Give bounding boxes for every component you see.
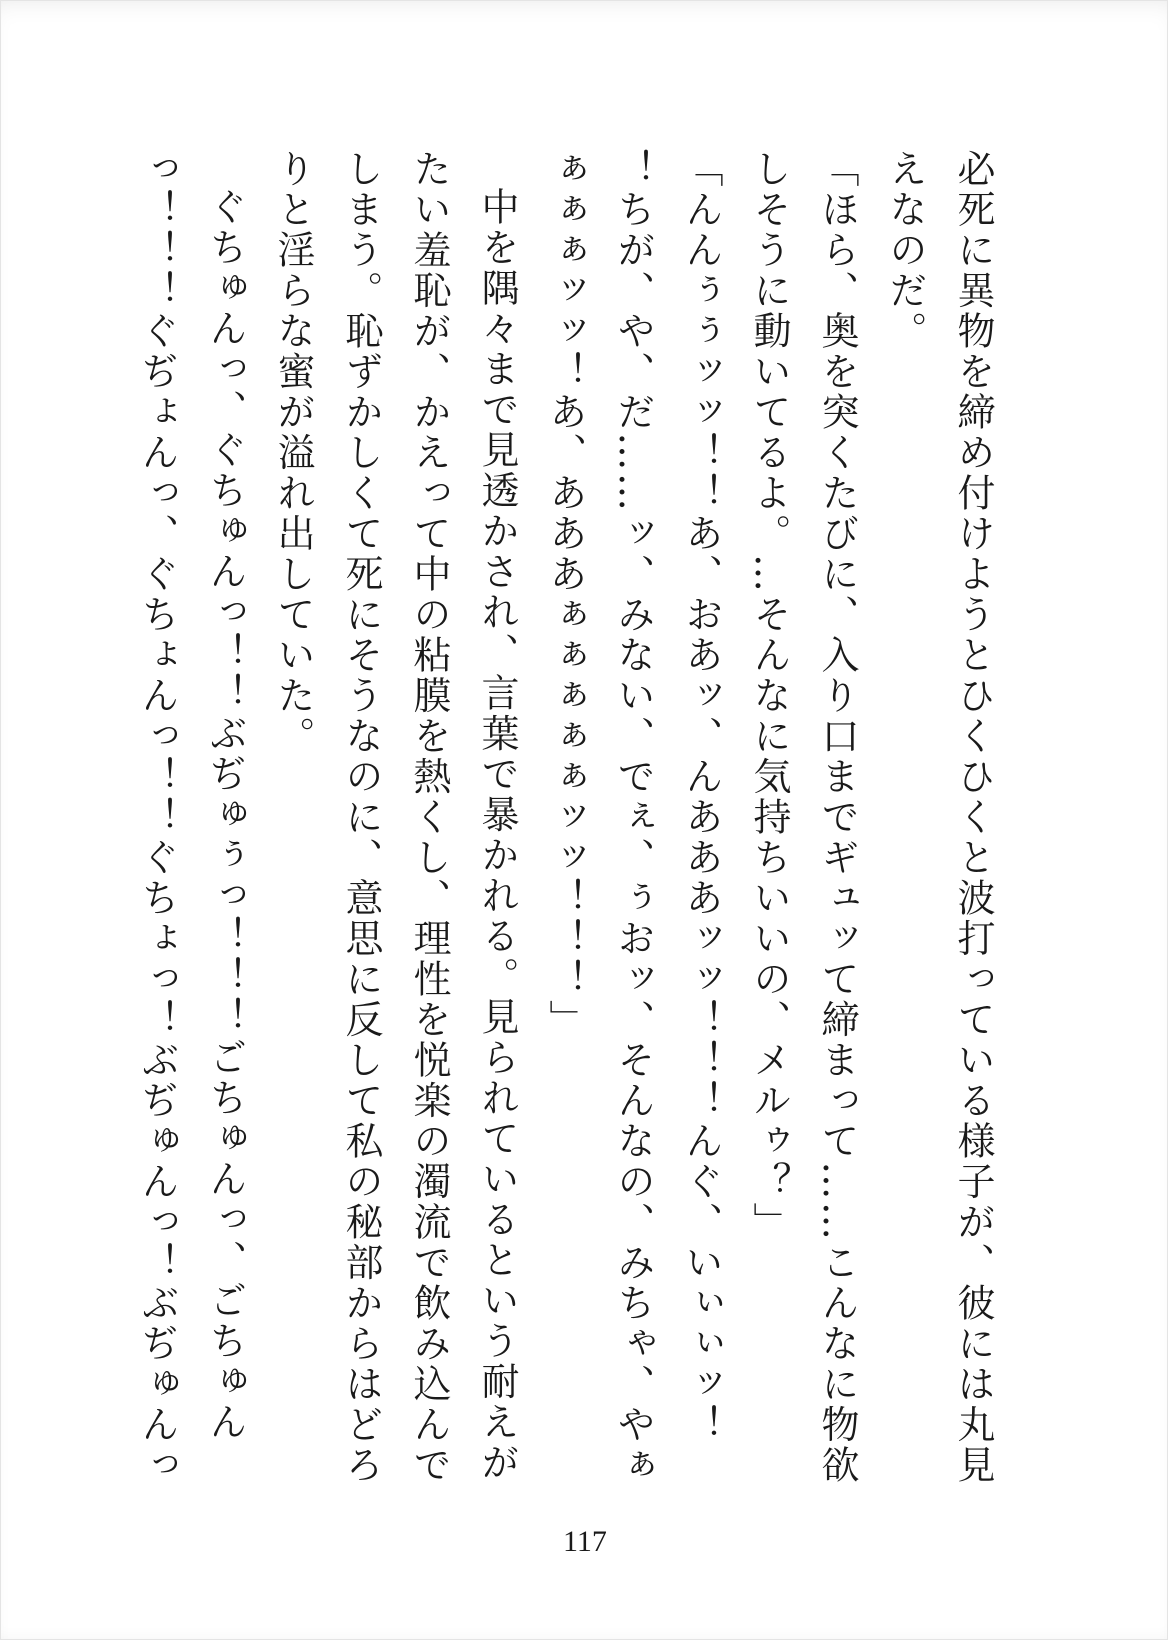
text-line-7: ぁぁぁッッ！あ、あああぁぁぁぁぁッッ！！！」 xyxy=(543,149,587,1040)
text-line-10: しまう。恥ずかしくて死にそうなのに、意思に反して私の秘部からはどろ xyxy=(339,149,383,1486)
vertical-text-body xyxy=(123,149,1007,1486)
text-line-8: 中を隅々まで見透かされ、言葉で暴かれる。見られているという耐えが xyxy=(475,187,519,1483)
text-line-5: 「んんぅぅッッ！！あ、おあッ、んあああッッ！！！んぐ、いぃぃッ！ xyxy=(679,149,723,1445)
text-line-4: しそうに動いてるよ。…そんなに気持ちいいの、メルゥ？」 xyxy=(747,149,791,1243)
text-line-13: っ！！！ぐぢょんっ、ぐちょんっ！！ぐちょっ！ぶぢゅんっ！ぶぢゅんっ xyxy=(135,149,179,1486)
text-line-6: ！ちが、や、だ……ッ、みない、でぇ、ぅおッ、そんなの、みちゃ、やぁ xyxy=(611,149,655,1486)
text-line-11: りと淫らな蜜が溢れ出していた。 xyxy=(271,149,315,757)
text-line-2: えなのだ。 xyxy=(883,149,927,352)
text-line-3: 「ほら、奥を突くたびに、入り口までギュッて締まって……こんなに物欲 xyxy=(815,149,859,1486)
text-line-9: たい羞恥が、かえって中の粘膜を熱くし、理性を悦楽の濁流で飲み込んで xyxy=(407,149,451,1486)
text-line-1: 必死に異物を締め付けようとひくひくと波打っている様子が、彼には丸見 xyxy=(951,149,995,1486)
text-line-12: ぐちゅんっ、ぐちゅんっ！！ぶぢゅぅっ！！！ごちゅんっ、ごちゅん xyxy=(203,187,247,1443)
page-number: 117 xyxy=(563,1525,607,1558)
